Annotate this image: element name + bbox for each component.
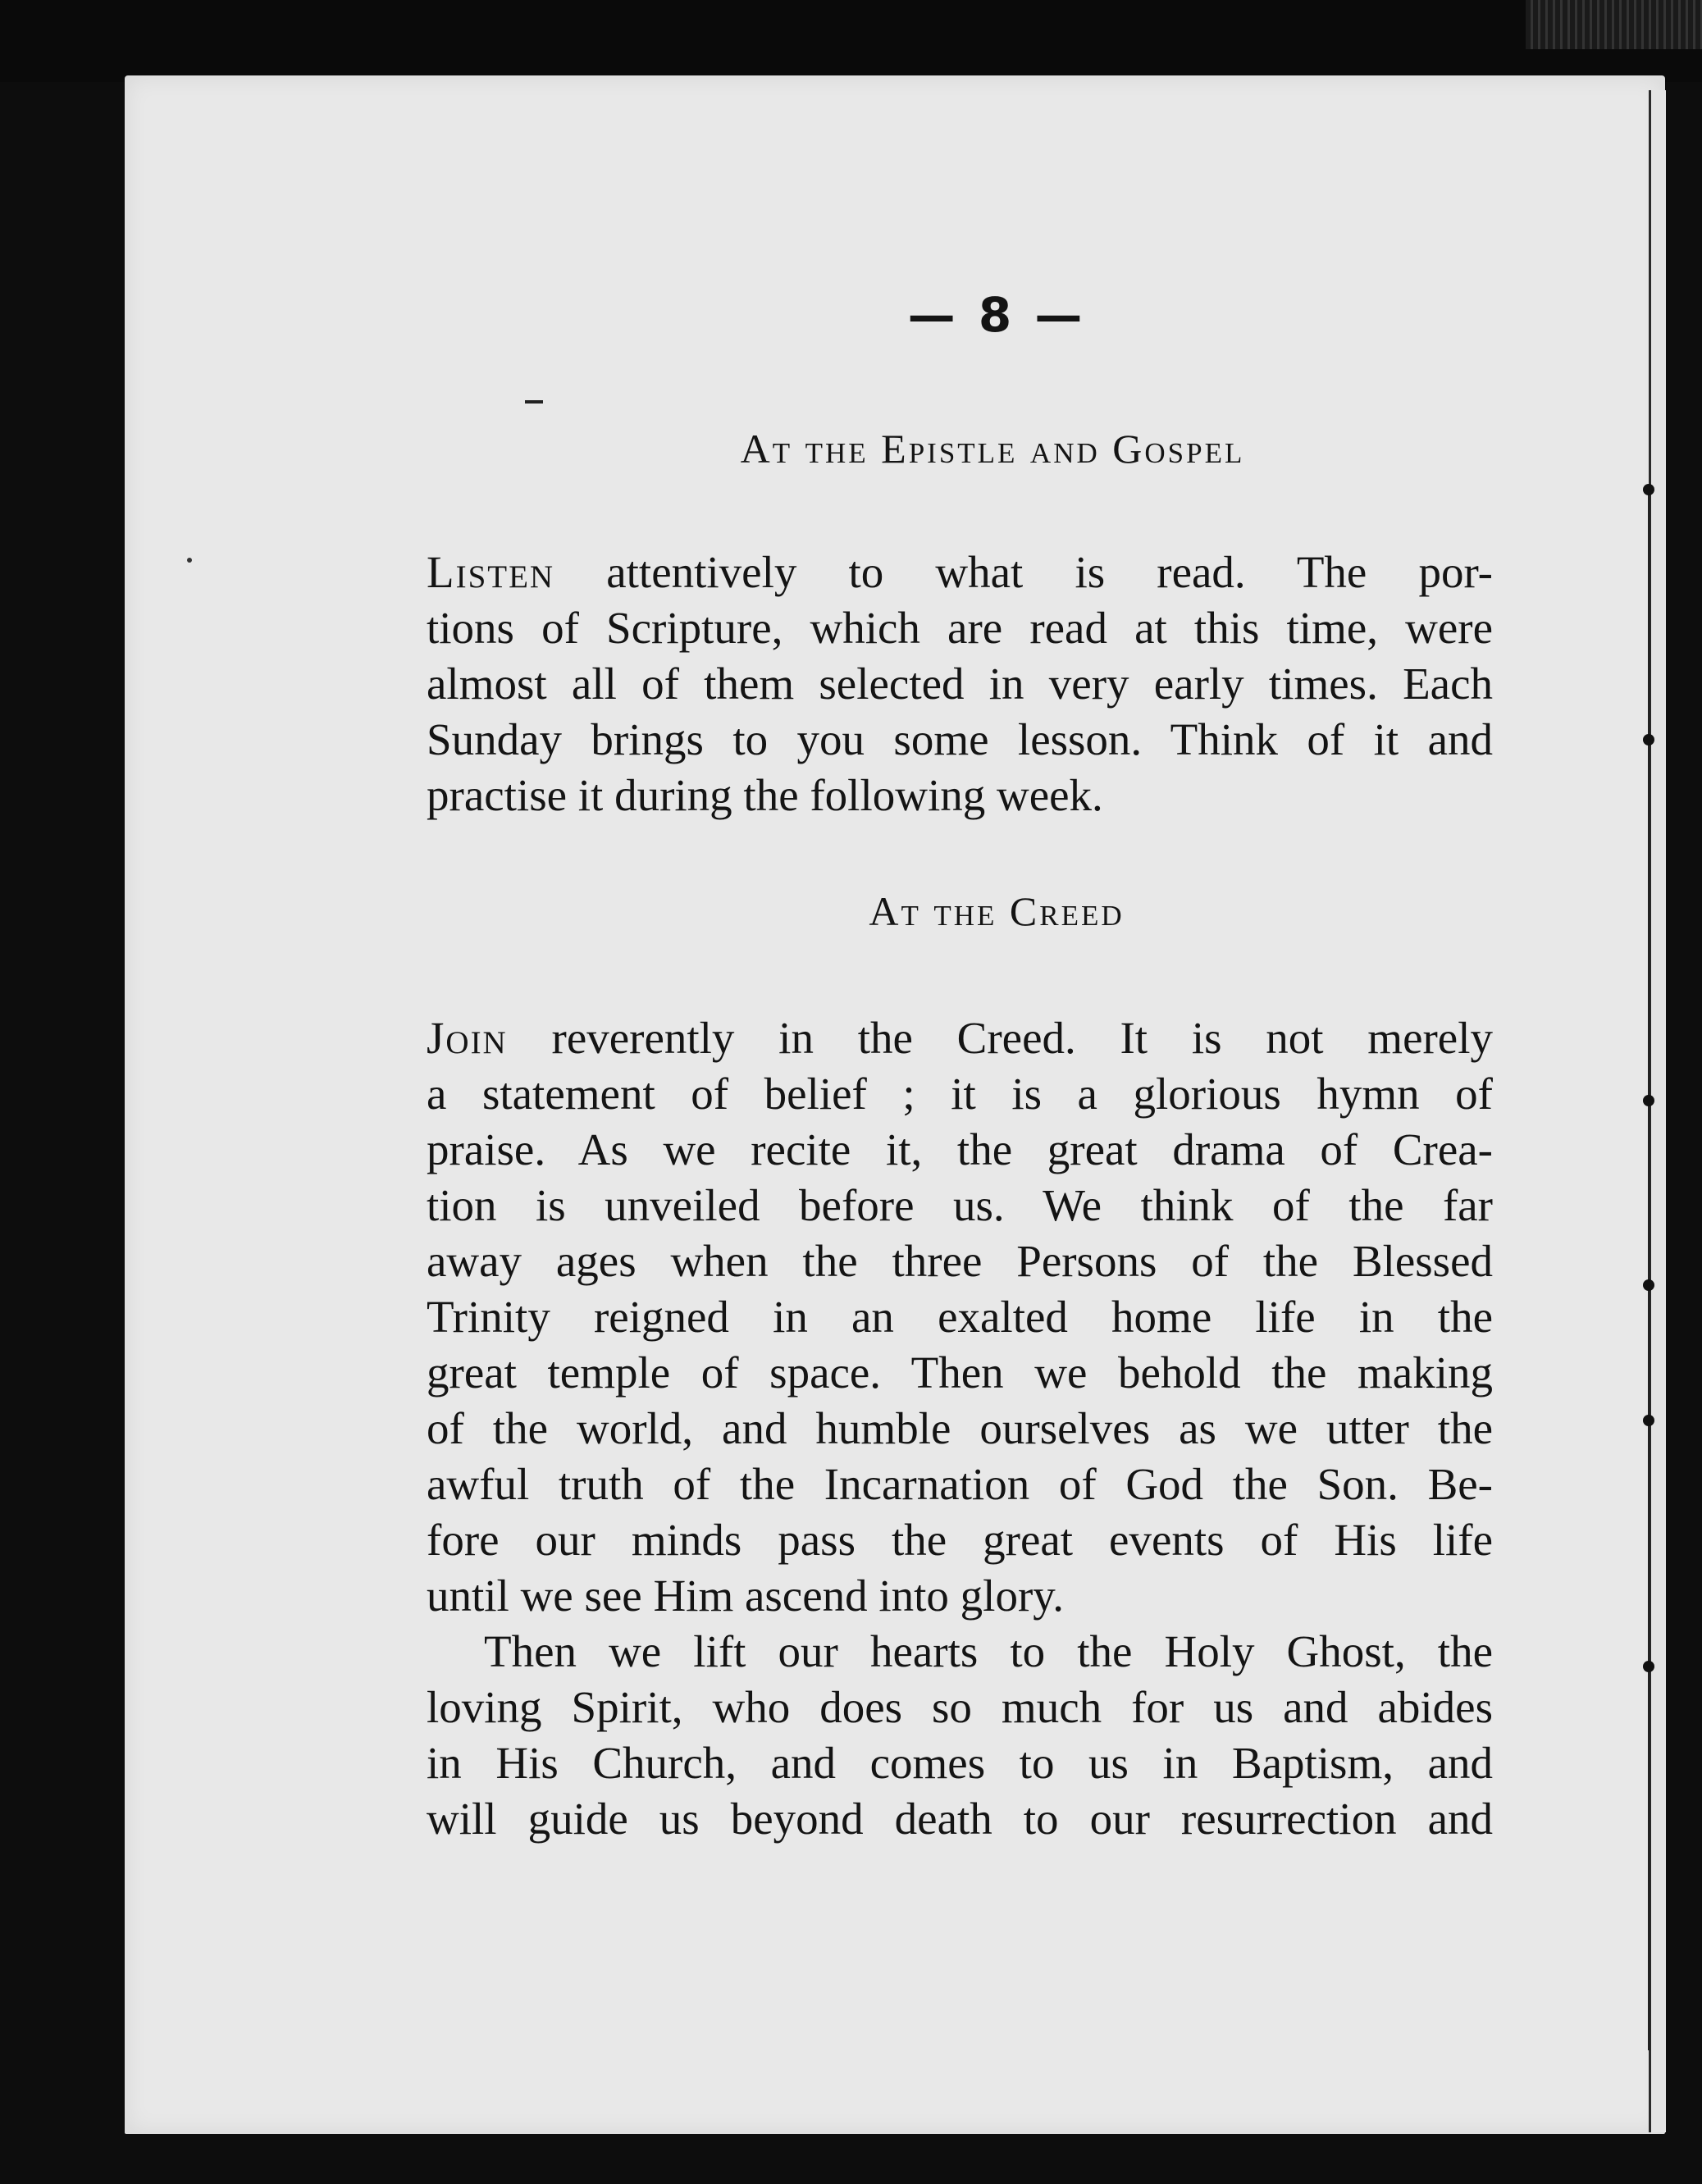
edge-mark: [1643, 734, 1654, 745]
page-edge-line: [1648, 492, 1650, 2050]
text-line: will guide us beyond death to our resurrection and: [427, 1794, 1493, 1844]
text-line: great temple of space. Then we behold the making: [427, 1347, 1493, 1397]
paragraph-epistle: [369, 545, 1493, 823]
stray-ink-dot: [187, 558, 192, 563]
text-line: practise it during the following week.: [427, 770, 1103, 820]
edge-mark: [1643, 1279, 1654, 1291]
text-line: loving Spirit, who does so much for us and abides: [427, 1682, 1493, 1732]
paragraph-holy-ghost: [369, 1624, 1493, 1847]
text-line: praise. As we recite it, the great drama of Crea-: [427, 1124, 1493, 1174]
text-line: away ages when the three Persons of the Blessed: [427, 1236, 1493, 1286]
book-spine-corner: [1526, 0, 1702, 49]
text-line: Then we lift our hearts to the Holy Ghost, the: [484, 1626, 1493, 1676]
text-line: awful truth of the Incarnation of God the Son. Be-: [427, 1459, 1493, 1509]
text-line: tion is unveiled before us. We think of the far: [427, 1180, 1493, 1230]
paragraph-creed: [369, 1010, 1493, 1624]
text-line: Trinity reigned in an exalted home life in the: [427, 1292, 1493, 1342]
edge-mark: [1643, 1095, 1654, 1106]
text-line: fore our minds pass the great events of His life: [427, 1515, 1493, 1565]
text-line: almost all of them selected in very early times. Each: [427, 659, 1493, 709]
section-heading-creed: At the Creed: [869, 888, 1125, 934]
text-line: tions of Scripture, which are read at this time, were: [427, 603, 1493, 653]
page-number: — 8 —: [907, 287, 1086, 343]
page-content: [369, 287, 1493, 1847]
line-text: reverently in the Creed. It is not merely: [551, 1013, 1493, 1063]
text-line: until we see Him ascend into glory.: [427, 1571, 1064, 1621]
text-line: a statement of belief ; it is a glorious hymn of: [427, 1069, 1493, 1119]
lead-word: Listen: [427, 547, 555, 597]
scan-top-border: [0, 0, 1702, 82]
edge-mark: [1643, 1661, 1654, 1672]
text-line: [369, 545, 1493, 600]
section-heading-epistle-gospel: At the Epistle and Gospel: [740, 426, 1245, 472]
text-line: Sunday brings to you some lesson. Think of it and: [427, 714, 1493, 764]
edge-mark: [1643, 484, 1654, 495]
page-right-edge: [1649, 90, 1666, 2132]
text-line: [369, 1010, 1493, 1066]
text-line: in His Church, and comes to us in Baptism, and: [427, 1738, 1493, 1788]
lead-word: Join: [427, 1013, 508, 1063]
text-line: of the world, and humble ourselves as we utter the: [427, 1403, 1493, 1453]
edge-mark: [1643, 1415, 1654, 1426]
line-text: attentively to what is read. The por-: [606, 547, 1493, 597]
